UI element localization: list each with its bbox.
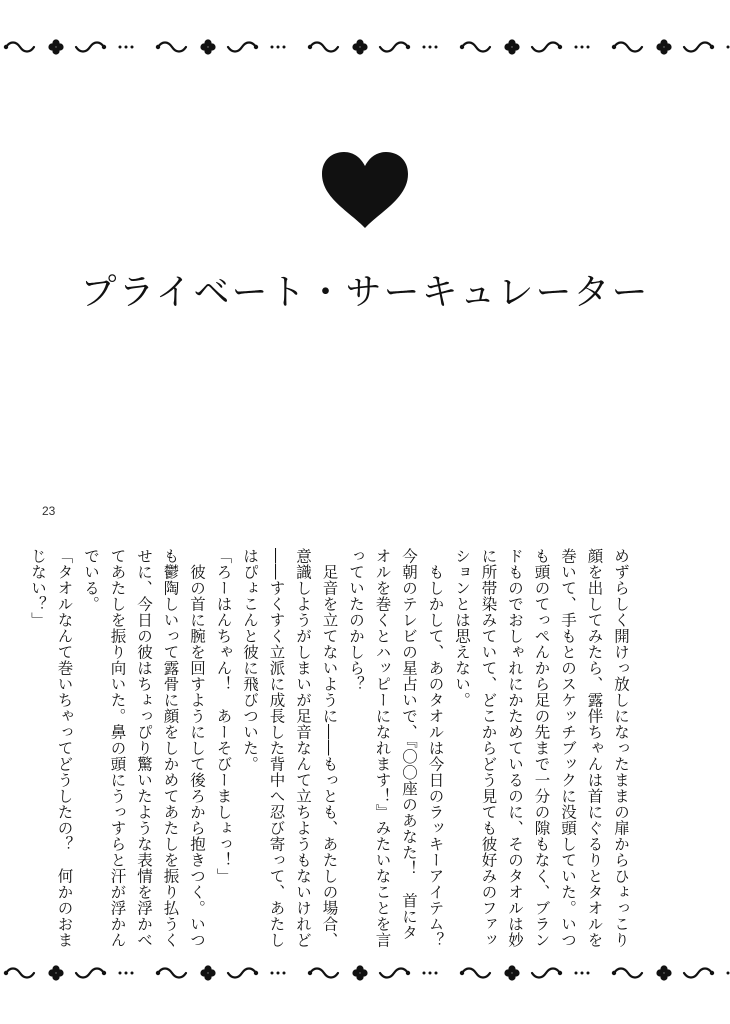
paragraph: 「ろーはんちゃん！ あーそびーましょっ！」: [214, 548, 233, 884]
page-number: 23: [42, 504, 56, 518]
border-bottom: [0, 960, 730, 986]
paragraph: もしかして、あのタオルは今日のラッキーアイテム？ 今朝のテレビの星占いで、『〇〇座のあなた！ 首にタオルを巻くとハッピーになれます！』みたいなことを言っていたのかしら？: [347, 548, 445, 964]
chapter-title: プライベート・サーキュレーター: [80, 272, 650, 313]
ornamental-vine-border-icon: [0, 34, 730, 60]
ornamental-vine-border-icon: [0, 960, 730, 986]
border-top: [0, 34, 730, 60]
heart-icon: [320, 150, 410, 230]
body-text: [29, 548, 634, 964]
paragraph: 彼の首に腕を回すようにして後ろから抱きつく。いつも鬱陶しいって露骨に顔をしかめてあたしを振り払うくせに、今日の彼はちょっぴり驚いたような表情を浮かべてあたしを振り向いた。鼻の頭にうっすらと汗が浮かんでいる。: [82, 548, 206, 948]
paragraph: 「タオルなんて巻いちゃってどうしたの？ 何かのおまじない？」: [29, 548, 74, 948]
paragraph: 足音を立てないように――もっとも、あたしの場合、意識しようがしまいが足音なんて立ちようもないけれど――すくすく立派に成長した背中へ忍び寄って、あたしはぴょこんと彼に飛びついた。: [241, 548, 339, 948]
paragraph: めずらしく開けっ放しになったままの扉からひょっこり顔を出してみたら、露伴ちゃんは首にぐるりとタオルを巻いて、手もとのスケッチブックに没頭していた。いつも頭のてっぺんから足の先まで一分の隙もなく、ブランドものでおしゃれにかためているのに、そのタオルは妙に所帯染みていて、どこからどう見ても彼好みのファッションとは思えない。: [453, 548, 630, 948]
